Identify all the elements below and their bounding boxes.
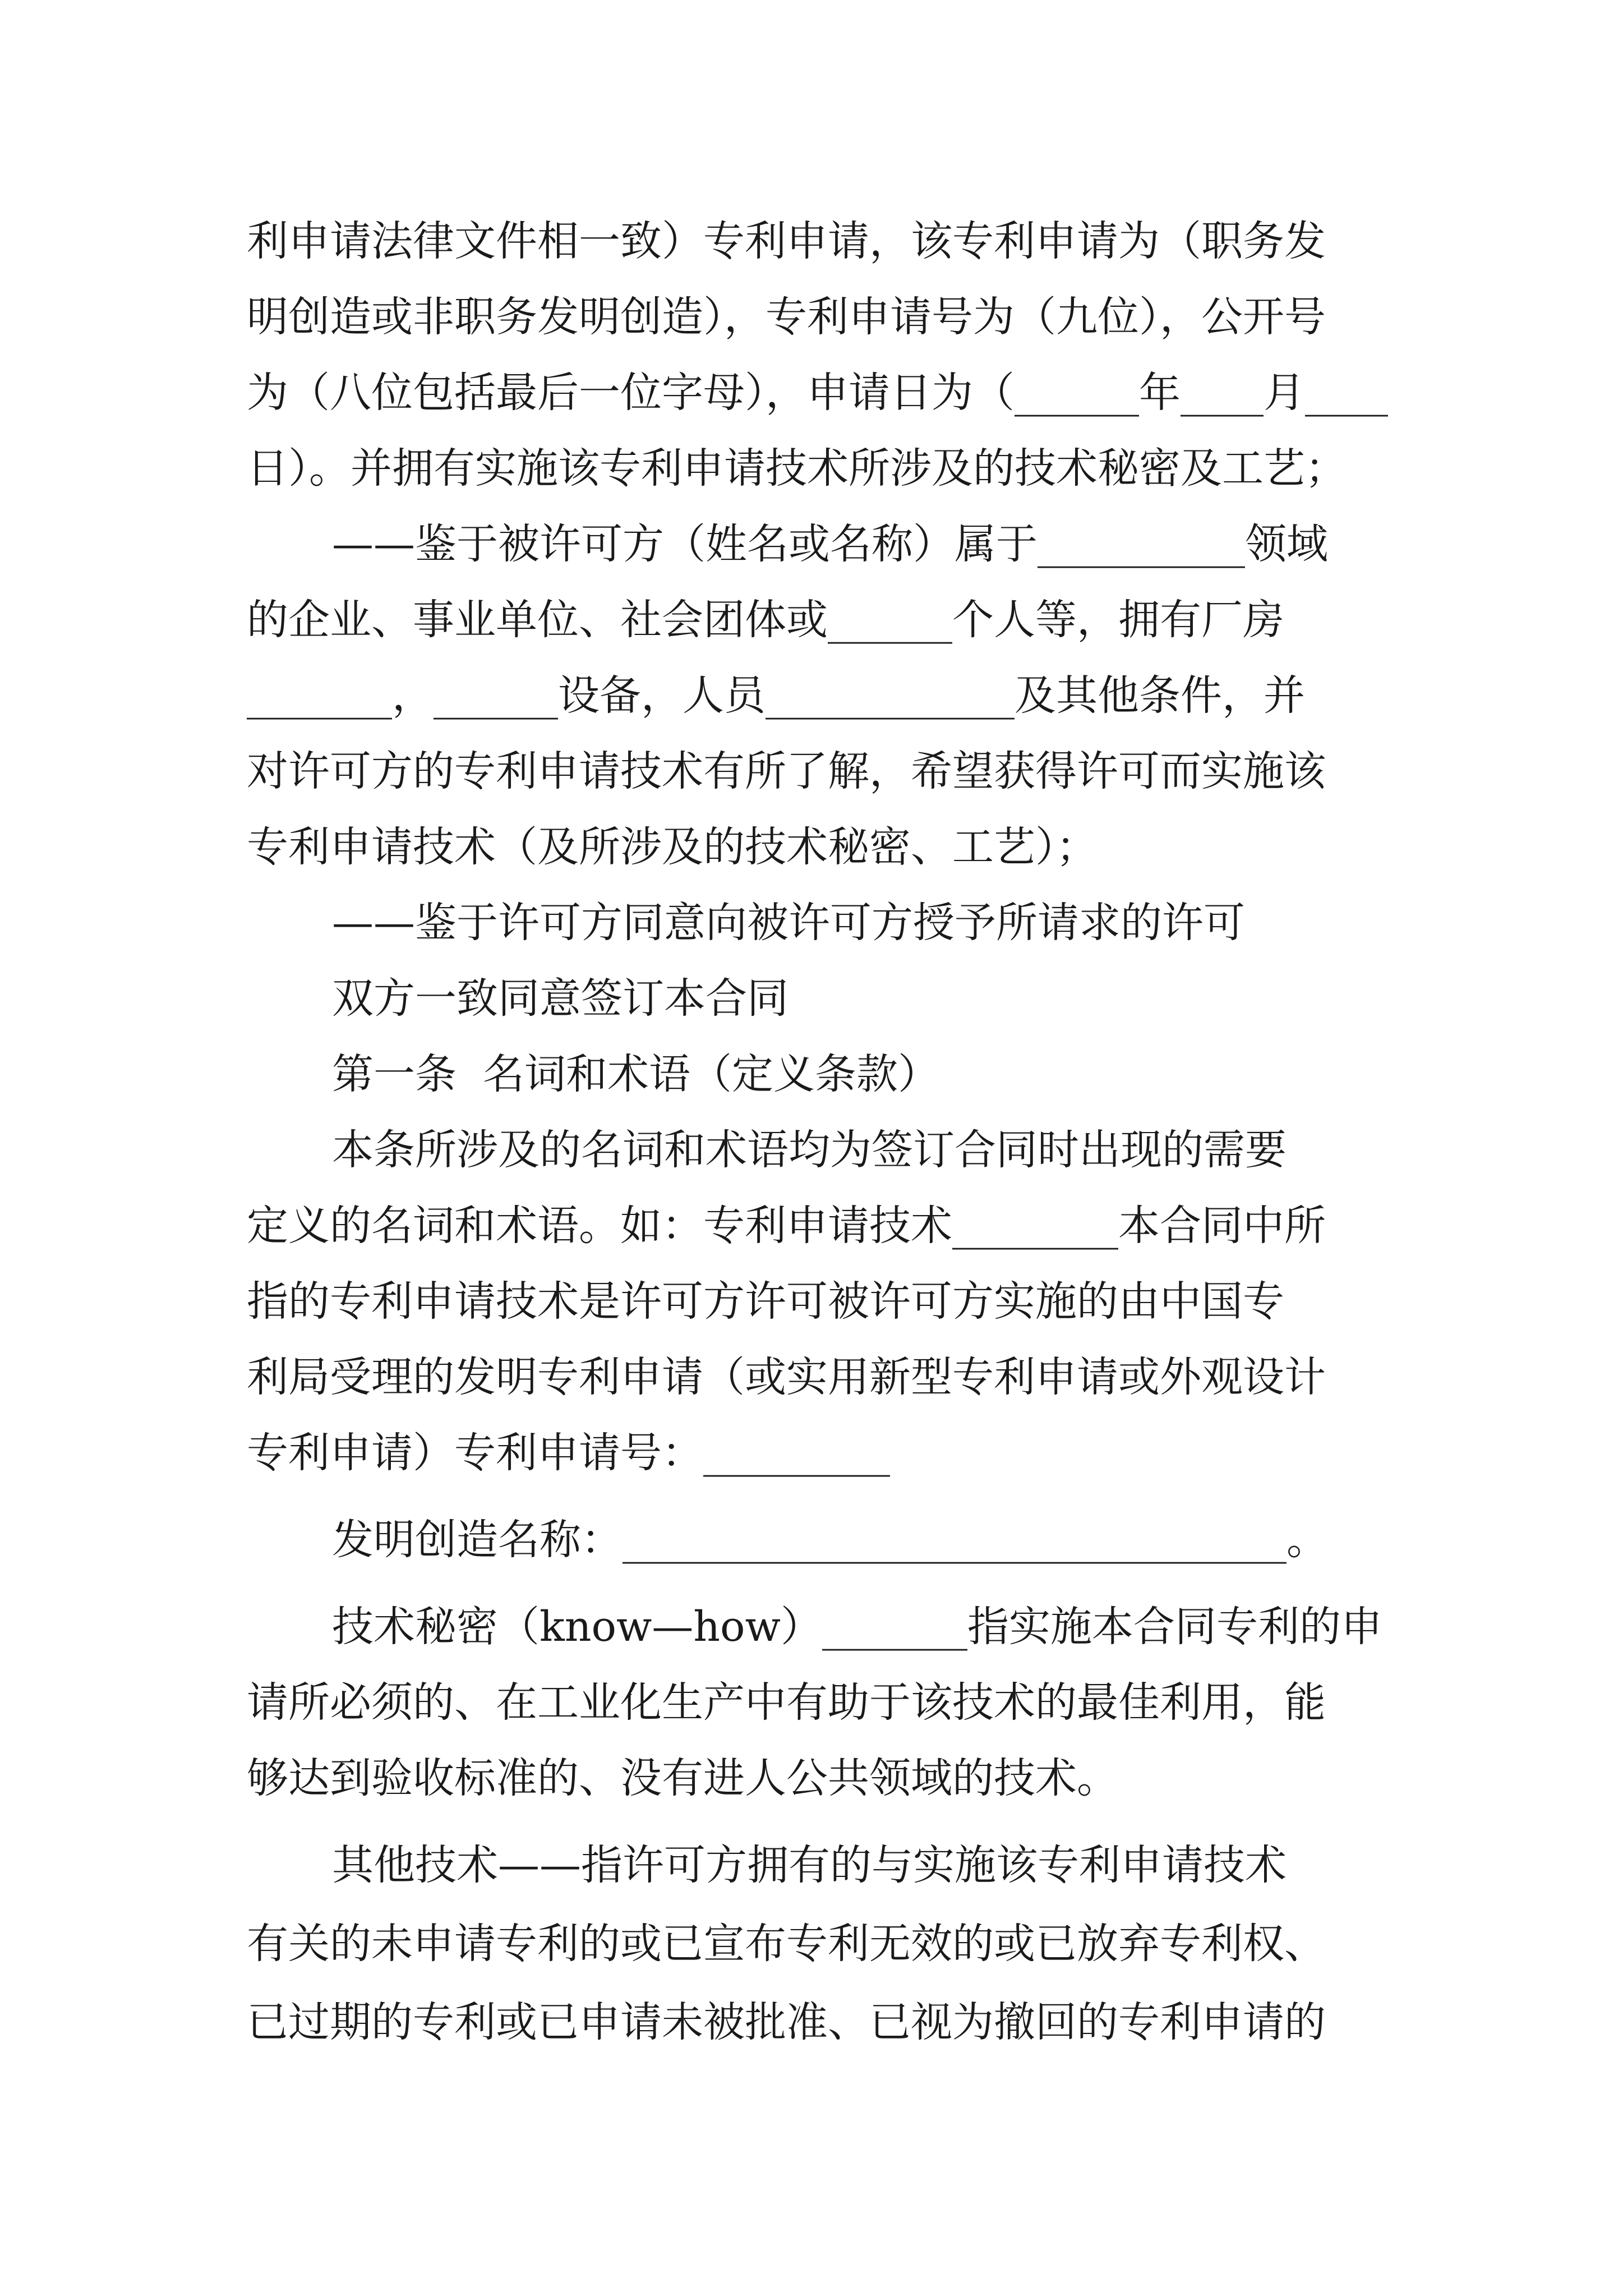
text-line: _______，______设备，人员____________及其他条件，并 <box>247 671 1305 720</box>
text-line: 定义的名词和术语。如：专利申请技术________本合同中所 <box>247 1202 1326 1250</box>
text-line: ——鉴于许可方同意向被许可方授予所请求的许可 <box>332 899 1245 947</box>
text-line: 对许可方的专利申请技术有所了解，希望获得许可而实施该 <box>247 747 1326 795</box>
text-line: 日）。并拥有实施该专利申请技术所涉及的技术秘密及工艺； <box>247 444 1347 493</box>
text-line: 请所必须的、在工业化生产中有助于该技术的最佳利用，能 <box>247 1678 1326 1727</box>
text-line: ——鉴于被许可方（姓名或名称）属于__________领域 <box>332 520 1328 568</box>
text-line: 利局受理的发明专利申请（或实用新型专利申请或外观设计 <box>247 1353 1326 1401</box>
text-line: 利申请法律文件相一致）专利申请，该专利申请为（职务发 <box>247 217 1326 265</box>
text-line: 双方一致同意签订本合同 <box>332 974 789 1023</box>
text-line: 有关的未申请专利的或已宣布专利无效的或已放弃专利权、 <box>247 1920 1326 1968</box>
text-line: 已过期的专利或已申请未被批准、已视为撤回的专利申请的 <box>247 1998 1326 2046</box>
text-line: 发明创造名称：________________________________。 <box>332 1516 1328 1564</box>
text-line: 专利申请技术（及所涉及的技术秘密、工艺）； <box>247 823 1098 871</box>
section-heading: 第一条 名词和术语（定义条款） <box>332 1050 940 1098</box>
text-line: 专利申请）专利申请号：_________ <box>247 1429 890 1477</box>
text-line: 指的专利申请技术是许可方许可被许可方实施的由中国专 <box>247 1277 1284 1326</box>
text-line: 的企业、事业单位、社会团体或______个人等，拥有厂房 <box>247 596 1284 644</box>
text-line: 明创造或非职务发明创造），专利申请号为（九位），公开号 <box>247 293 1326 341</box>
text-line: 其他技术——指许可方拥有的与实施该专利申请技术 <box>332 1841 1287 1889</box>
text-line: 为（八位包括最后一位字母），申请日为（______年____月____ <box>247 369 1388 417</box>
text-line: 本条所涉及的名词和术语均为签订合同时出现的需要 <box>332 1126 1287 1174</box>
text-line: 够达到验收标准的、没有进人公共领域的技术。 <box>247 1754 1118 1802</box>
text-line: 技术秘密（know—how）_______指实施本合同专利的申 <box>332 1603 1382 1651</box>
